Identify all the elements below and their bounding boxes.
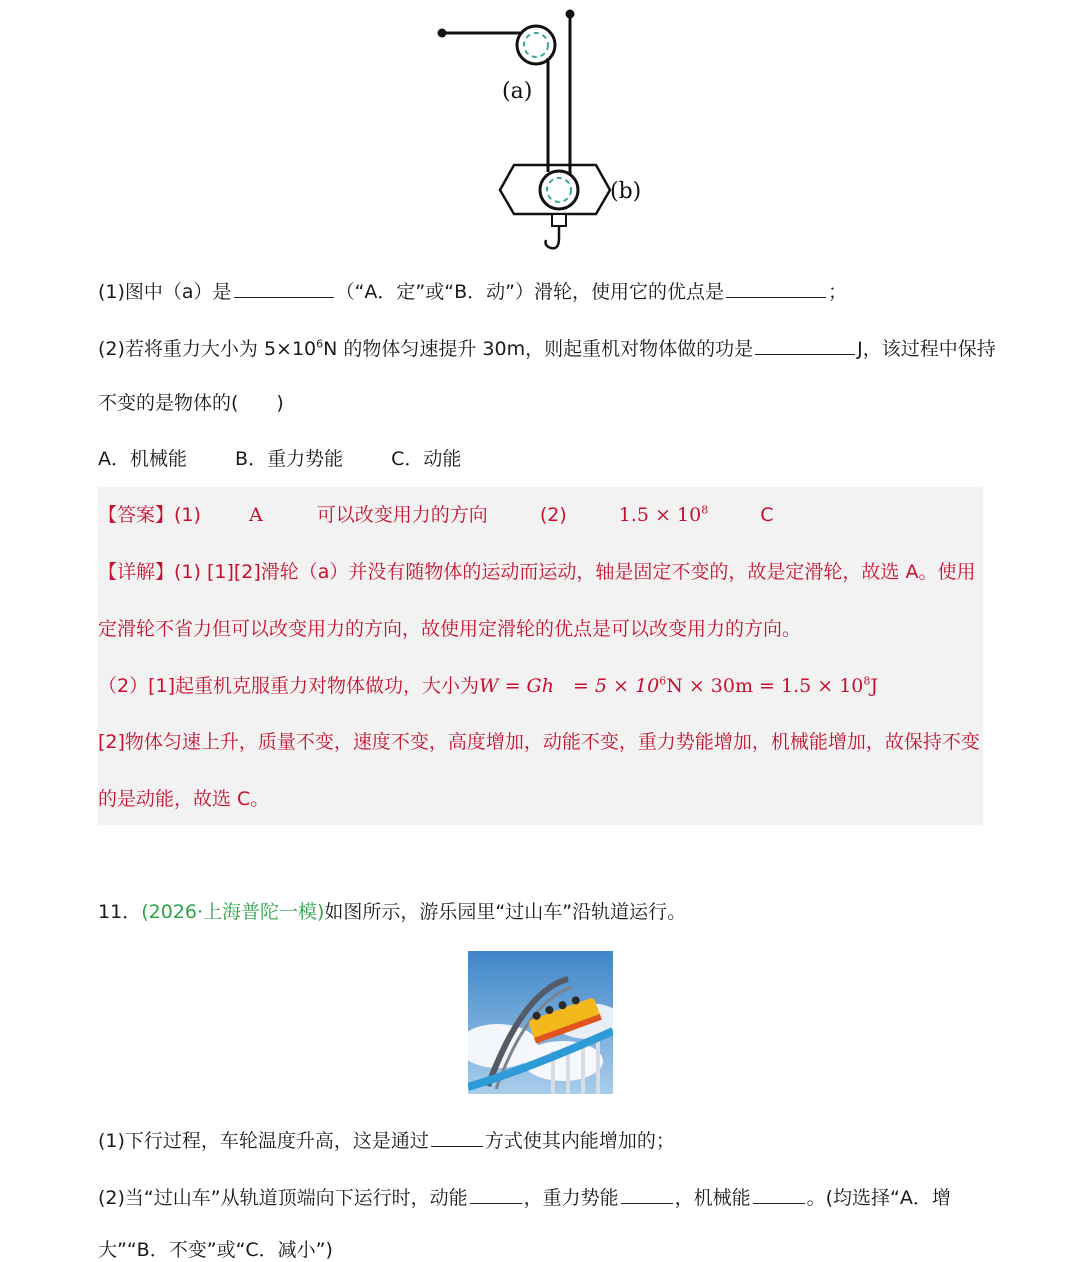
blank-1 [234, 277, 334, 298]
roller-coaster-photo [468, 951, 613, 1094]
blank-5 [470, 1183, 522, 1204]
pulley-diagram [430, 0, 660, 260]
detail-line-2: 定滑轮不省力但可以改变用力的方向，故使用定滑轮的优点是可以改变用力的方向。 [98, 618, 802, 640]
q11-stem: 11．(2026·上海普陀一模)如图所示，游乐园里“过山车”沿轨道运行。 [98, 901, 687, 923]
label-a: (a) [502, 79, 533, 104]
answer-box [98, 487, 983, 825]
blank-6 [621, 1183, 673, 1204]
option-a: A．机械能 [98, 448, 187, 470]
q10-options [98, 447, 461, 471]
blank-2 [726, 277, 826, 298]
q10-part1: (1)图中（a）是 （“A．定”或“B．动”）滑轮，使用它的优点是 ； [98, 277, 847, 304]
blank-7 [753, 1183, 805, 1204]
q10-part2: (2)若将重力大小为 $5\times 10^6N$ 的物体匀速提升 30m，则起重机对物体做的功是 J，该过程中保持 [98, 334, 996, 361]
q11-source: (2026·上海普陀一模) [141, 901, 325, 923]
option-b: B．重力势能 [235, 448, 344, 470]
label-b: (b) [610, 179, 642, 204]
answer-line: 【答案】(1) A 可以改变用力的方向 (2) $1.5 \times 10^8$ C [98, 503, 774, 526]
detail-line-4: [2]物体匀速上升，质量不变，速度不变，高度增加，动能不变，重力势能增加，机械能增加，故保持不变 [98, 731, 980, 753]
blank-3 [755, 334, 855, 355]
detail-line-5: 的是动能，故选 C。 [98, 788, 270, 810]
q11-part1: (1)下行过程，车轮温度升高，这是通过 方式使其内能增加的； [98, 1126, 675, 1153]
detail-line-3: （2）[1]起重机克服重力对物体做功，大小为W = Gh = $5 \times 10^6N \times 30m = 1.5 \times 10^8J$ [98, 674, 879, 697]
movable-pulley [540, 171, 578, 209]
q10-part2-line2: 不变的是物体的( ) [98, 392, 284, 414]
detail-line-1: 【详解】(1) [1][2]滑轮（a）并没有随物体的运动而运动，轴是固定不变的，故是定滑轮，故选 A。使用 [98, 561, 976, 583]
q11-part2-line2: 大”“B．不变”或“C．减小”) [98, 1239, 333, 1261]
blank-4 [431, 1126, 483, 1147]
option-c: C．动能 [391, 448, 462, 470]
q11-part2: (2)当“过山车”从轨道顶端向下运行时，动能 ，重力势能 ，机械能 。(均选择“A．增 [98, 1183, 951, 1210]
